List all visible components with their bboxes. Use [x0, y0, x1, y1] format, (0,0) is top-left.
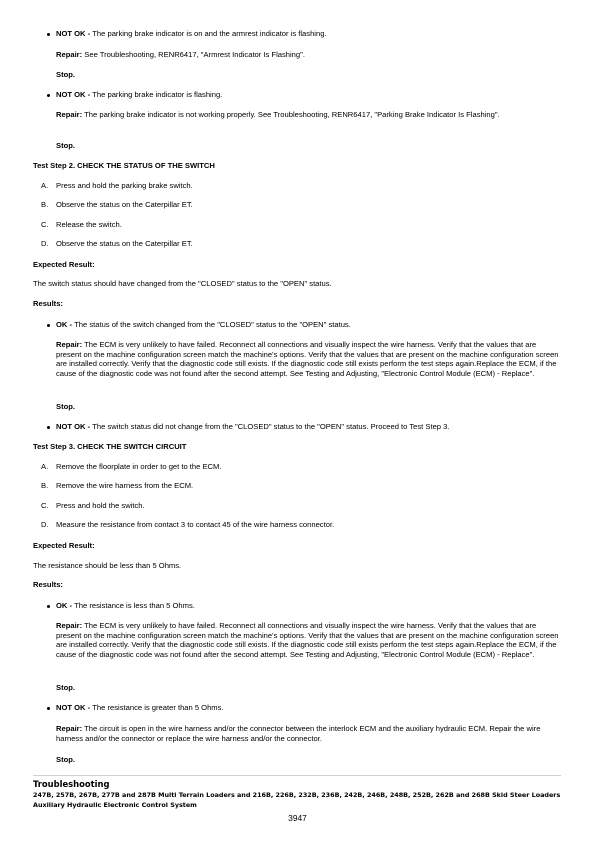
step-text: Remove the wire harness from the ECM. [56, 481, 194, 490]
result-label: NOT OK - [56, 703, 93, 712]
step2-item-d [33, 239, 584, 249]
stop-label: Stop. [56, 755, 75, 764]
page-number: 3947 [288, 813, 307, 823]
repair-text: The ECM is very unlikely to have failed. Reconnect all connections and visually inspect the wire harness. Verify that the values that are present on the machine configuration screen match the machine's options. Verify that the values that are present on the machine configuration screen are installed correctly. Verify that the diagnostic code still exists. If the diagnostic code still exists perform the test steps again.Replace the ECM, if the cause of the diagnostic code was not found after the second attempt. See Testing and Adjusting, "Electronic Control Module (ECM) - Replace". [56, 621, 559, 659]
step-letter: B. [41, 200, 49, 209]
result-not-ok [33, 422, 561, 432]
result-label: NOT OK - [56, 422, 93, 431]
stop-label: Stop. [56, 141, 75, 150]
result-label: OK - [56, 601, 75, 610]
stop-label: Stop. [56, 70, 75, 79]
result-text: The parking brake indicator is on and the armrest indicator is flashing. [92, 29, 327, 38]
step-text: Observe the status on the Caterpillar ET. [56, 239, 193, 248]
result-ok [33, 601, 561, 611]
step-letter: D. [41, 520, 49, 529]
bullet-icon [47, 94, 50, 97]
step2-item-b [33, 200, 584, 210]
repair-label: Repair: [56, 50, 83, 59]
results-heading: Results: [33, 299, 63, 308]
repair-text: See Troubleshooting, RENR6417, "Armrest Indicator Is Flashing". [82, 50, 305, 59]
bullet-icon [47, 605, 50, 608]
result-ok [33, 320, 561, 330]
repair-paragraph [33, 621, 561, 659]
expected-result-text: The resistance should be less than 5 Ohms. [33, 561, 182, 570]
step3-title: Test Step 3. CHECK THE SWITCH CIRCUIT [33, 442, 187, 451]
step3-item-d [33, 520, 584, 530]
repair-label: Repair: [56, 724, 83, 733]
bullet-icon [47, 707, 50, 710]
step-letter: A. [41, 181, 49, 190]
step-text: Press and hold the parking brake switch. [56, 181, 193, 190]
footer-divider [33, 775, 561, 776]
bullet-icon [47, 324, 50, 327]
step-text: Observe the status on the Caterpillar ET. [56, 200, 193, 209]
expected-result-heading: Expected Result: [33, 541, 95, 550]
step3-item-a [33, 462, 584, 472]
step3-item-c [33, 501, 584, 511]
repair-text: The parking brake indicator is not working properly. See Troubleshooting, RENR6417, "Parking Brake Indicator Is Flashing". [82, 110, 500, 119]
results-heading: Results: [33, 580, 63, 589]
repair-paragraph [33, 724, 561, 743]
repair-text: The ECM is very unlikely to have failed. Reconnect all connections and visually inspect the wire harness. Verify that the values that are present on the machine configuration screen match the machine's options. Verify that the values that are present on the machine configuration screen are installed correctly. Verify that the diagnostic code still exists. If the diagnostic code still exists perform the test steps again.Replace the ECM, if the cause of the diagnostic code was not found after the second attempt. See Testing and Adjusting, "Electronic Control Module (ECM) - Replace". [56, 340, 559, 378]
bullet-icon [47, 33, 50, 36]
repair-label: Repair: [56, 340, 83, 349]
step-letter: B. [41, 481, 49, 490]
repair-paragraph [33, 340, 561, 378]
step-text: Release the switch. [56, 220, 122, 229]
step-letter: A. [41, 462, 49, 471]
step2-item-a [33, 181, 584, 191]
result-label: OK - [56, 320, 75, 329]
repair-label: Repair: [56, 110, 83, 119]
result-text: The switch status did not change from the "CLOSED" status to the "OPEN" status. Proceed to Test Step 3. [92, 422, 450, 431]
result-not-ok-armrest [33, 29, 561, 39]
expected-result-heading: Expected Result: [33, 260, 95, 269]
footer-subtitle: 247B, 257B, 267B, 277B and 287B Multi Terrain Loaders and 216B, 226B, 232B, 236B, 242B, 246B, 248B, 252B, 262B and 268B Skid Steer Loaders Auxiliary Hydraulic Electronic Control System [33, 791, 561, 809]
result-text: The resistance is greater than 5 Ohms. [92, 703, 224, 712]
bullet-icon [47, 426, 50, 429]
step3-item-b [33, 481, 584, 491]
result-text: The status of the switch changed from the "CLOSED" status to the "OPEN" status. [74, 320, 351, 329]
result-not-ok [33, 703, 561, 713]
stop-label: Stop. [56, 402, 75, 411]
repair-text: The circuit is open in the wire harness and/or the connector between the interlock ECM and the auxiliary hydraulic ECM. Repair the wire harness and/or the connector or replace the wire harness and/or the connector. [56, 724, 541, 743]
stop-label: Stop. [56, 683, 75, 692]
repair-paragraph [33, 50, 584, 60]
step-text: Measure the resistance from contact 3 to contact 45 of the wire harness connector. [56, 520, 335, 529]
result-label: NOT OK - [56, 90, 93, 99]
result-label: NOT OK - [56, 29, 93, 38]
result-text: The parking brake indicator is flashing. [92, 90, 223, 99]
step-letter: C. [41, 220, 49, 229]
result-text: The resistance is less than 5 Ohms. [74, 601, 195, 610]
step-text: Press and hold the switch. [56, 501, 145, 510]
result-not-ok-flashing [33, 90, 561, 100]
expected-result-text: The switch status should have changed from the "CLOSED" status to the "OPEN" status. [33, 279, 332, 288]
repair-label: Repair: [56, 621, 83, 630]
step-text: Remove the floorplate in order to get to the ECM. [56, 462, 222, 471]
repair-paragraph [33, 110, 561, 120]
step-letter: D. [41, 239, 49, 248]
step2-item-c [33, 220, 584, 230]
step2-title: Test Step 2. CHECK THE STATUS OF THE SWITCH [33, 161, 215, 170]
step-letter: C. [41, 501, 49, 510]
footer-title: Troubleshooting [33, 779, 110, 789]
